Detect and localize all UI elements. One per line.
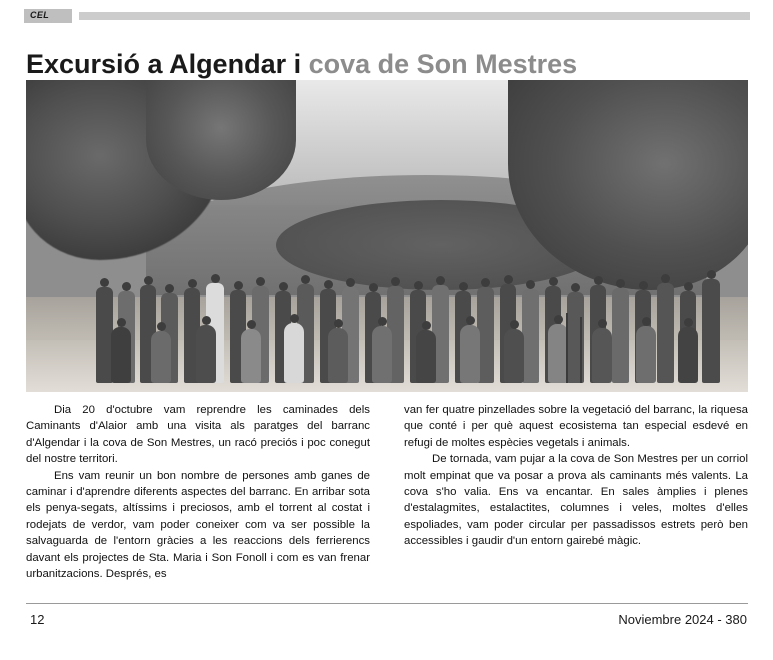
section-header-band: [24, 9, 750, 23]
article-column-right: [404, 402, 748, 550]
article-column-left: [26, 402, 370, 582]
article-title-secondary: cova de Son Mestres: [308, 49, 578, 80]
page-number: 12: [30, 612, 45, 627]
article-photo: [26, 80, 748, 392]
paragraph: Dia 20 d'octubre vam reprendre les caminades dels Caminants d'Alaior amb una visita als paratges del barranc d'Algendar i la cova de Son Mestres, un racó preciós i poc conegut del nostre territori.: [26, 404, 370, 466]
paragraph: van fer quatre pinzellades sobre la vegetació del barranc, la riquesa que conté i per què aquest ecosistema tan especial esdevé en refugi de moltes espècies vegetals i animals.: [404, 404, 748, 449]
photo-crowd: [56, 198, 726, 383]
footer-divider-rule: [26, 603, 748, 604]
issue-label: Noviembre 2024 - 380: [618, 612, 747, 627]
paragraph: Ens vam reunir un bon nombre de persones amb ganes de caminar i d'aprendre diferents aspectes del barranc. En arribar sota els penya-segats, altíssims i preciosos, amb el torrent al costat i rodejats de verdor, vam poder coneixer com va ser possible la salvaguarda de l'entorn gràcies a les reaccions dels ferrierencs davant els projectes de Sta. Maria i Son Fonoll i com es van frenar urbanitzacions. Després, es: [26, 469, 370, 581]
paragraph: De tornada, vam pujar a la cova de Son Mestres per un corriol molt empinat que va posar a prova als caminants més valents. La cova s'ho valia. Ens va encantar. En sales àmplies i plenes d'estalagmites, estalactites, columnes i veles, moltes d'elles espoliades, vam poder circular per passadissos estrets però ben accessibles i gaudir d'un entorn gairebé màgic.: [404, 453, 748, 548]
article-title-main: Excursió a Algendar i: [26, 49, 309, 80]
photo-tree-left-second: [146, 80, 296, 200]
article-title: [26, 48, 750, 80]
header-divider-rule: [79, 12, 750, 20]
section-tab-label: CEL: [30, 10, 50, 20]
